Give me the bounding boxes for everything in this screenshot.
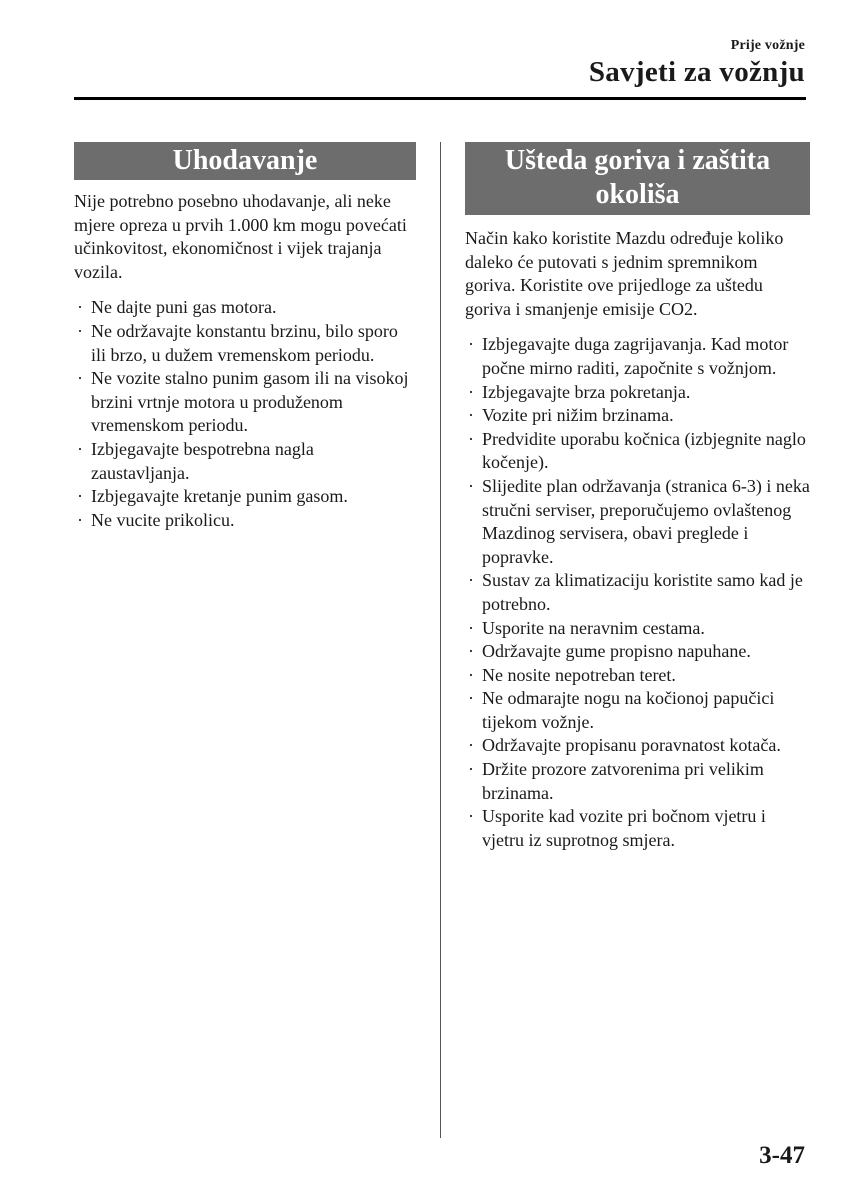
bullet-text: Ne odmarajte nogu na kočionoj papučici tijekom vožnje.	[482, 688, 775, 732]
bullet-item	[465, 617, 810, 641]
bullet-dot-icon: ·	[468, 735, 474, 756]
bullet-item	[74, 509, 416, 533]
bullet-item	[465, 805, 810, 852]
bullet-dot-icon: ·	[468, 664, 474, 685]
bullet-dot-icon: ·	[468, 428, 474, 449]
column-divider	[440, 142, 441, 1138]
bullet-dot-icon: ·	[468, 570, 474, 591]
bullet-text: Ne vucite prikolicu.	[91, 509, 235, 530]
bullet-text: Usporite kad vozite pri bočnom vjetru i vjetru iz suprotnog smjera.	[482, 806, 766, 850]
bullet-item	[74, 485, 416, 509]
bullet-item	[465, 640, 810, 664]
bullet-dot-icon: ·	[468, 617, 474, 638]
bullet-text: Sustav za klimatizaciju koristite samo kad je potrebno.	[482, 570, 803, 614]
bullet-dot-icon: ·	[77, 486, 83, 507]
bullet-dot-icon: ·	[468, 381, 474, 402]
bullet-item	[465, 381, 810, 405]
chapter-title: Savjeti za vožnju	[588, 56, 805, 88]
header-rule	[74, 97, 806, 100]
bullet-item	[465, 664, 810, 688]
section-kicker: Prije vožnje	[730, 38, 805, 53]
bullet-dot-icon: ·	[77, 368, 83, 389]
right-column	[465, 142, 810, 852]
bullet-item	[74, 320, 416, 367]
bullet-dot-icon: ·	[468, 688, 474, 709]
section-heading-fuel-economy: Ušteda goriva i zaštita okoliša	[465, 142, 810, 215]
bullet-text: Održavajte propisanu poravnatost kotača.	[482, 735, 781, 756]
bullet-text: Usporite na neravnim cestama.	[482, 617, 705, 638]
section-heading-break-in: Uhodavanje	[74, 142, 416, 180]
bullet-item	[465, 687, 810, 734]
bullet-dot-icon: ·	[468, 759, 474, 780]
bullet-item	[465, 569, 810, 616]
bullet-text: Slijedite plan održavanja (stranica 6-3) i neka stručni serviser, preporučujemo ovlaštenog Mazdinog servisera, obavi preglede i popravke.	[482, 475, 810, 567]
page-number: 3-47	[759, 1142, 805, 1169]
bullet-dot-icon: ·	[468, 475, 474, 496]
intro-paragraph: Nije potrebno posebno uhodavanje, ali neke mjere opreza u prvih 1.000 km mogu povećati učinkovitost, ekonomičnost i vijek trajanja vozila.	[74, 191, 407, 282]
bullet-dot-icon: ·	[468, 806, 474, 827]
bullet-dot-icon: ·	[77, 509, 83, 530]
left-column	[74, 142, 416, 532]
bullet-text: Ne dajte puni gas motora.	[91, 297, 277, 318]
bullet-list	[74, 296, 416, 532]
bullet-dot-icon: ·	[468, 334, 474, 355]
bullet-text: Ne održavajte konstantu brzinu, bilo sporo ili brzo, u dužem vremenskom periodu.	[91, 320, 398, 365]
intro-paragraph: Način kako koristite Mazdu određuje koliko daleko će putovati s jednim spremnikom goriva. Koristite ove prijedloge za uštedu goriva i smanjenje emisije CO2.	[465, 228, 784, 319]
bullet-text: Izbjegavajte kretanje punim gasom.	[91, 486, 348, 507]
bullet-text: Izbjegavajte brza pokretanja.	[482, 381, 691, 402]
bullet-item	[74, 296, 416, 320]
bullet-item	[74, 367, 416, 438]
bullet-item	[465, 333, 810, 380]
bullet-item	[465, 428, 810, 475]
bullet-item	[465, 475, 810, 569]
bullet-text: Držite prozore zatvorenima pri velikim brzinama.	[482, 759, 764, 803]
bullet-text: Ne vozite stalno punim gasom ili na visokoj brzini vrtnje motora u produženom vremenskom periodu.	[91, 368, 409, 436]
bullet-text: Ne nosite nepotreban teret.	[482, 664, 676, 685]
bullet-text: Izbjegavajte duga zagrijavanja. Kad motor počne mirno raditi, započnite s vožnjom.	[482, 334, 789, 378]
bullet-dot-icon: ·	[77, 320, 83, 341]
bullet-item	[465, 404, 810, 428]
bullet-item	[465, 758, 810, 805]
bullet-text: Izbjegavajte bespotrebna nagla zaustavljanja.	[91, 438, 314, 483]
bullet-list	[465, 333, 810, 852]
bullet-dot-icon: ·	[77, 297, 83, 318]
bullet-dot-icon: ·	[77, 438, 83, 459]
bullet-item	[74, 438, 416, 485]
bullet-dot-icon: ·	[468, 641, 474, 662]
bullet-dot-icon: ·	[468, 405, 474, 426]
bullet-item	[465, 734, 810, 758]
bullet-text: Predvidite uporabu kočnica (izbjegnite naglo kočenje).	[482, 428, 806, 473]
bullet-text: Vozite pri nižim brzinama.	[482, 405, 674, 426]
bullet-text: Održavajte gume propisno napuhane.	[482, 641, 751, 662]
